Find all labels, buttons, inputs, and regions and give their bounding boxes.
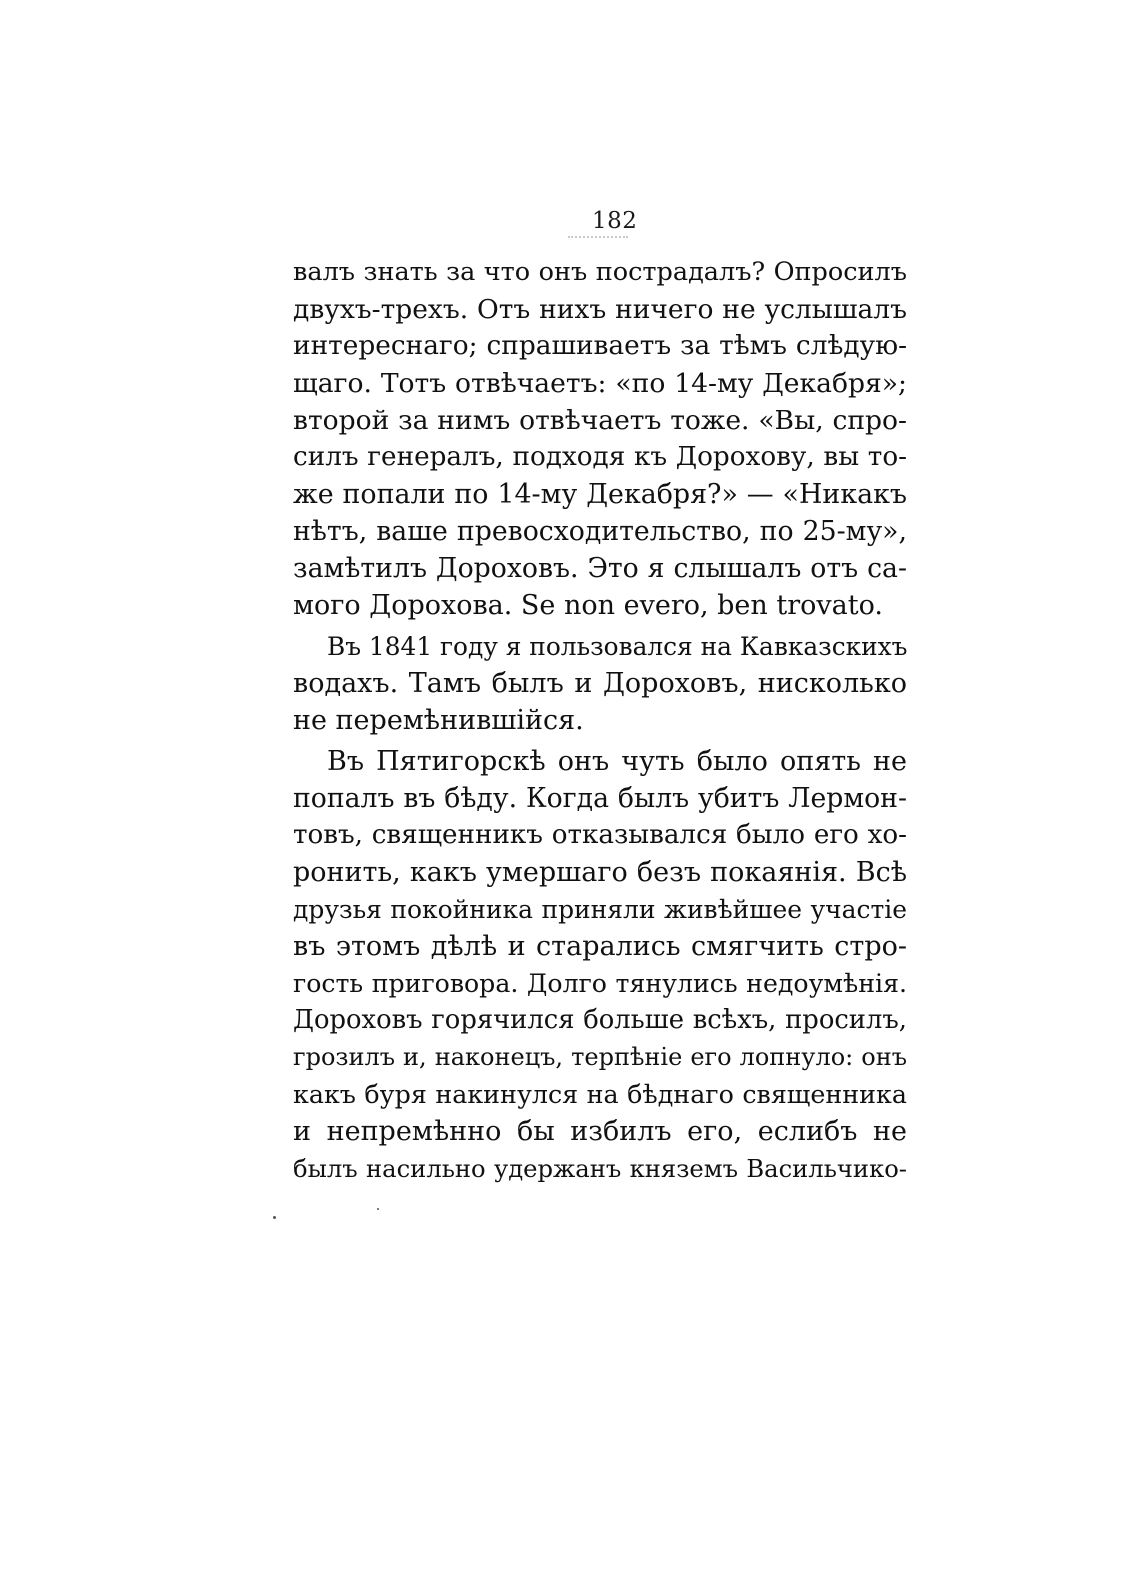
body-text [293,254,907,1187]
paragraph-2 [293,628,907,739]
text-line: замѣтилъ Дороховъ. Это я слышалъ отъ са- [293,553,907,584]
text-line: былъ насильно удержанъ княземъ Васильчико- [293,1154,907,1183]
text-line: Въ 1841 году я пользовался на Кавказскихъ [327,632,908,661]
text-line: щаго. Тотъ отвѣчаетъ: «по 14-му Декабря»; [293,368,907,399]
page-number: 182 [592,208,638,234]
print-speck [377,1208,379,1210]
text-line: Дороховъ горячился больше всѣхъ, просилъ, [293,1005,907,1035]
text-line: гость приговора. Долго тянулись недоумѣнiя. [293,969,907,998]
paragraph-1 [293,254,907,624]
text-line: же попали по 14-му Декабря?» — «Никакъ [293,479,907,510]
text-line: двухъ-трехъ. Отъ нихъ ничего не услышалъ [293,294,907,325]
text-line: и непремѣнно бы избилъ его, еслибъ не [293,1116,907,1147]
text-line: ронить, какъ умершаго безъ покаянiя. Всѣ [293,857,907,888]
print-speck [273,1216,276,1219]
text-line: водахъ. Тамъ былъ и Дороховъ, нисколько [293,668,907,699]
text-line: какъ буря накинулся на бѣднаго священника [293,1079,907,1109]
text-line: грозилъ и, наконецъ, терпѣнiе его лопнуло: онъ [293,1043,907,1071]
text-line: попалъ въ бѣду. Когда былъ убитъ Лермон- [293,783,907,814]
text-line: друзья покойника приняли живѣйшее участiе [293,895,907,924]
text-line: интереснаго; спрашиваетъ за тѣмъ слѣдую- [293,331,907,361]
text-line: второй за нимъ отвѣчаетъ тоже. «Вы, спро- [293,405,907,436]
text-line: нѣтъ, ваше превосходительство, по 25-му», [293,516,907,547]
text-line: валъ знать за что онъ пострадалъ? Опросилъ [293,257,907,287]
text-line: мого Дорохова. Se non evero, ben trovato. [293,590,883,621]
print-specks [568,236,628,242]
text-line: товъ, священникъ отказывался было его хо- [293,820,907,850]
text-line: не перемѣнившiйся. [293,705,584,736]
paragraph-3 [293,743,907,1187]
text-line: Въ Пятигорскѣ онъ чуть было опять не [327,746,907,777]
text-line: въ этомъ дѣлѣ и старались смягчить стро- [293,931,907,962]
text-line: силъ генералъ, подходя къ Дорохову, вы то- [293,442,907,472]
